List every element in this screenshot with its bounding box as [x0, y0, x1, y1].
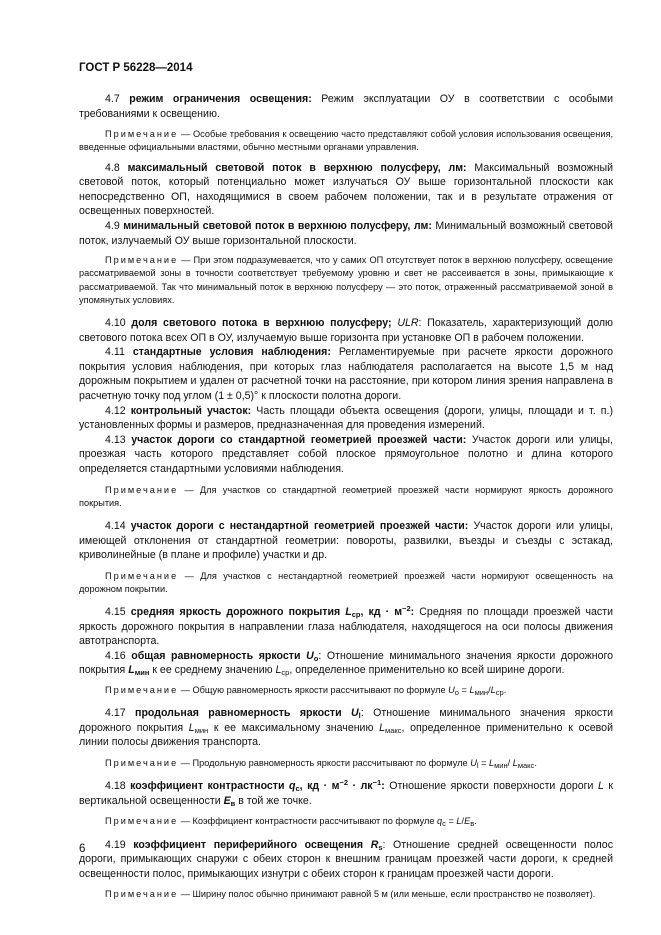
document-header: ГОСТ Р 56228—2014 [79, 62, 193, 74]
clause-4-18: 4.18 коэффициент контрастности $q_c$, кд · $м^{-2} \cdot лк^{-1}$: Отношение яркости поверхности дороги L к вертикальной освещенности $E_в$ в той же точке. [79, 778, 614, 808]
note-label: Примечание [105, 816, 179, 827]
term: минимальный световой поток в верхнюю полусферу, лм: [123, 219, 432, 232]
clause-4-13: 4.13 участок дороги со стандартной геометрией проезжей части: Участок дороги или улицы, проезжая часть которого представляет собой плоское прямоугольное полотно и длина которого определяется стандартными условиями наблюдения. [79, 433, 613, 475]
term: продольная равномерность яркости [135, 707, 342, 720]
note-4-7: Примечание — Особые требования к освещению часто представляют собой условия использования освещения, введенные официальными властями, обычно местными органами управления. [79, 129, 613, 153]
term: доля светового потока в верхнюю полусферу; [131, 316, 392, 329]
clause-4-8: 4.8 максимальный световой поток в верхнюю полусферу, лм: Максимальный возможный световой поток, который потенциально может излучаться ОУ выше горизонтальной плоскости как непосредственно ОП, находящимися в своем рабочем положении, так и в результате отражения от освещенных поверхностей. [79, 161, 613, 218]
note-4-19: Примечание — Ширину полос обычно принимают равной 5 м (или меньше, если пространство не позволяет). [105, 889, 596, 900]
note-4-14: Примечание — Для участков с нестандартной геометрией проезжей части нормируют освещенность на дорожном покрытии. [79, 570, 613, 594]
clause-4-11: 4.11 стандартные условия наблюдения: Регламентируемые при расчете яркости дорожного покрытия условия наблюдения, при которых глаз наблюдателя располагается на высоте 1,5 м над дорожным покрытием и удален от расчетной точки на расстояние, при котором линия зрения направлена в расчетную точку под углом (1 ± 0,5)° к плоскости полотна дороги. [79, 346, 613, 402]
document-body [79, 92, 613, 902]
clause-4-17: 4.17 продольная равномерность яркости $U_l$: Отношение минимального значения яркости дорожного покрытия $L_{мин}$ к ее максимальному значению $L_{макс}$, определенное применительно к осевой линии полосы движения транспорта. [79, 707, 613, 749]
term: контрольный участок: [130, 404, 252, 417]
clause-4-16: 4.16 общая равномерность яркости $U_о$: Отношение минимального значения яркости дорожного покрытия $L_{мин}$ к ее среднему значению $L_{ср}$, определенное применительно ко всей ширине дороги. [79, 649, 613, 678]
term: средняя яркость дорожного покрытия [130, 606, 341, 619]
term: участок дороги с нестандартной геометрией проезжей части: [130, 519, 469, 532]
clause-4-7: 4.7 режим ограничения освещения: Режим эксплуатации ОУ в соответствии с особыми требованиями к освещению. [79, 93, 613, 120]
term: максимальный световой поток в верхнюю полусферу, лм: [127, 161, 467, 174]
note-label: Примечание [105, 685, 179, 696]
clause-4-12: 4.12 контрольный участок: Часть площади объекта освещения (дороги, улицы, площади и т. п.) установленных формы и размеров, предназначенная для проведения измерений. [79, 404, 613, 432]
term: стандартные условия наблюдения: [132, 346, 331, 359]
note-label: Примечание [105, 129, 179, 140]
term: режим ограничения освещения: [129, 93, 312, 105]
note-4-9: Примечание — При этом подразумевается, что у самих ОП отсутствует поток в верхнюю полусферу, освещение рассматриваемой зоны в точности соответствует требуемому уровню и свет не рассеивается в зоны, примыкающие к рассматриваемой. Так что минимальный поток в верхнюю полусферу — это поток, отраженный рассматриваемой зоной в упомянутых условиях. [79, 255, 613, 305]
note-label: Примечание [105, 484, 179, 495]
term: участок дороги со стандартной геометрией проезжей части: [131, 433, 467, 446]
page-number: 6 [79, 843, 86, 855]
term: общая равномерность яркости [131, 649, 301, 662]
clause-4-19: 4.19 коэффициент периферийного освещения $R_s$: Отношение средней освещенности полос дороги, примыкающих снаружи с обеих сторон к внешним границам проезжей части дороги, к средней освещенности полос, примыкающих изнутри с обеих сторон к границам проезжей части дороги. [79, 838, 613, 880]
clause-4-9: 4.9 минимальный световой поток в верхнюю полусферу, лм: Минимальный возможный световой поток, излучаемый ОУ выше горизонтальной плоскости. [79, 219, 613, 247]
clause-4-10: 4.10 доля светового потока в верхнюю полусферу; ULR: Показатель, характеризующий долю светового потока всех ОП в ОУ, излучаемую выше горизонта при установке ОП в рабочем положении. [79, 316, 613, 344]
clause-4-14: 4.14 участок дороги с нестандартной геометрией проезжей части: Участок дороги или улицы, имеющей отклонения от стандартной геометрии: повороты, развилки, въезды и съезды с эстакад, криволинейные (в плане и профиле) участки и др. [79, 519, 613, 562]
note-label: Примечание [105, 889, 179, 900]
note-4-13: Примечание — Для участков со стандартной геометрией проезжей части нормируют яркость дорожного покрытия. [79, 484, 613, 508]
note-label: Примечание [105, 758, 179, 769]
note-4-16: Примечание — Общую равномерность яркости рассчитывают по формуле $U_о = L_{мин}/L_{ср}$. [105, 685, 507, 698]
note-label: Примечание [105, 570, 179, 581]
term: коэффициент контрастности [130, 780, 285, 793]
note-label: Примечание [105, 255, 179, 266]
note-4-18: Примечание — Коэффициент контрастности рассчитывают по формуле $q_c = L/E_в$. [105, 816, 477, 829]
clause-4-15: 4.15 средняя яркость дорожного покрытия $L_{ср}$, кд · $м^{-2}$: Средняя по площади проезжей части яркость дорожного покрытия в направлении глаза наблюдателя, находящегося на оси полосы движения автотранспорта. [79, 604, 613, 648]
note-4-17: Примечание — Продольную равномерность яркости рассчитывают по формуле $U_l = L_{мин}/$ $L_{макс}$. [105, 758, 537, 771]
term: коэффициент периферийного освещения [133, 838, 364, 851]
